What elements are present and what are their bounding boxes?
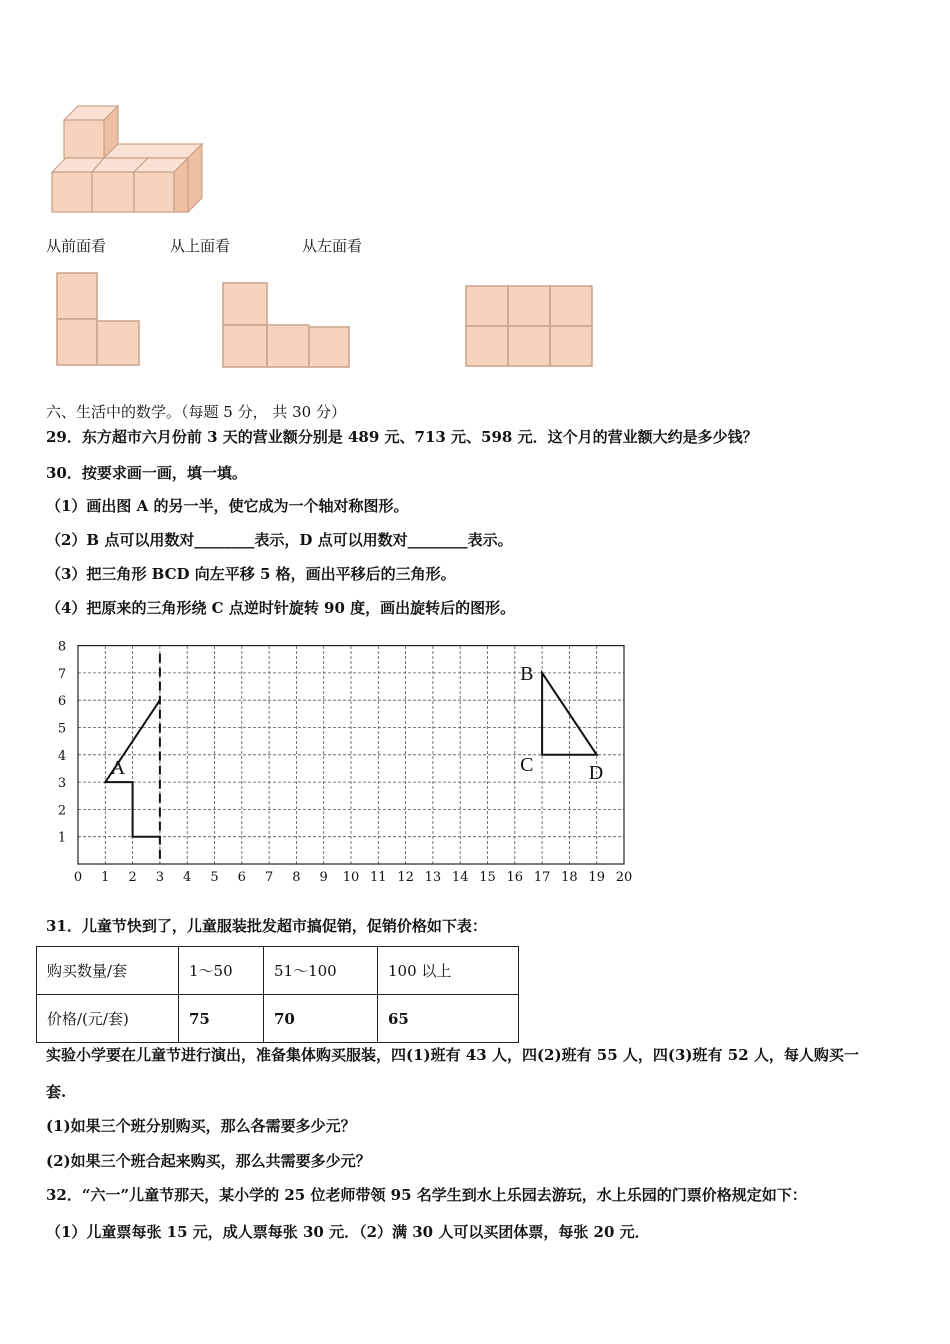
q30-part4: （4）把原来的三角形绕 C 点逆时针旋转 90 度，画出旋转后的图形。 (46, 599, 516, 617)
x-tick-label: 18 (561, 870, 578, 885)
x-tick-label: 15 (479, 870, 496, 885)
table-cell: 51～100 (264, 947, 378, 995)
x-tick-label: 16 (506, 870, 524, 885)
view-front-figure (56, 272, 146, 368)
y-tick-label: 5 (57, 721, 67, 737)
q29-text: 29．东方超市六月份前 3 天的营业额分别是 489 元、713 元、598 元．这个月的营业额大约是多少钱？ (46, 428, 758, 446)
table-row (37, 995, 519, 1043)
x-tick-label: 11 (370, 870, 387, 885)
x-tick-label: 19 (588, 870, 605, 885)
q31-text-1: 实验小学要在儿童节进行演出，准备集体购买服装，四(1)班有 43 人，四(2)班有 55 人，四(3)班有 52 人，每人购买一 (46, 1046, 859, 1064)
shape-a-label: A (110, 756, 126, 779)
y-tick-label: 4 (57, 748, 67, 764)
price-table (36, 946, 519, 1043)
x-tick-label: 0 (73, 870, 83, 885)
q31-title: 31．儿童节快到了，儿童服装批发超市搞促销，促销价格如下表： (46, 917, 487, 935)
x-tick-label: 9 (319, 870, 328, 885)
q31-text-2: 套. (46, 1083, 67, 1101)
q30-title: 30．按要求画一画，填一填。 (46, 464, 247, 482)
y-tick-label: 1 (57, 830, 67, 846)
x-tick-label: 20 (615, 870, 633, 885)
x-tick-label: 2 (128, 870, 137, 885)
view-left-figure (465, 285, 595, 369)
view-label-left: 从左面看 (302, 237, 363, 255)
x-tick-label: 4 (183, 870, 192, 885)
x-tick-label: 12 (397, 870, 414, 885)
x-tick-label: 3 (155, 870, 165, 885)
q31-sub2: (2)如果三个班合起来购买，那么共需要多少元？ (46, 1152, 371, 1170)
x-tick-label: 10 (342, 870, 360, 885)
table-cell: 购买数量/套 (37, 947, 179, 995)
table-cell: 价格/(元/套) (37, 995, 179, 1043)
view-label-top: 从上面看 (170, 237, 231, 255)
q30-part2: （2）B 点可以用数对________表示，D 点可以用数对________表示。 (46, 531, 513, 549)
cube-front-2 (92, 172, 134, 212)
y-tick-label: 6 (57, 694, 67, 710)
x-tick-label: 5 (210, 870, 219, 885)
point-b-label: B (520, 662, 534, 685)
point-c-label: C (520, 753, 534, 776)
table-cell: 70 (264, 995, 378, 1043)
view-top-figure (222, 282, 352, 368)
coordinate-grid (50, 634, 640, 888)
point-d-label: D (588, 761, 604, 784)
table-cell: 1～50 (179, 947, 264, 995)
table-cell: 65 (378, 995, 519, 1043)
y-tick-label: 2 (57, 803, 67, 819)
x-tick-label: 13 (424, 870, 442, 885)
q31-sub1: (1)如果三个班分别购买，那么各需要多少元？ (46, 1117, 356, 1135)
y-tick-label: 7 (57, 666, 67, 682)
cube-top-left (64, 106, 118, 158)
view-label-front: 从前面看 (46, 237, 107, 255)
x-tick-label: 14 (451, 870, 469, 885)
q32-line: （1）儿童票每张 15 元，成人票每张 30 元．（2）满 30 人可以买团体票，每张 20 元． (46, 1223, 650, 1241)
q30-part1: （1）画出图 A 的另一半，使它成为一个轴对称图形。 (46, 497, 409, 515)
cube-front-3 (134, 172, 174, 212)
x-tick-label: 8 (292, 870, 301, 885)
section6-title: 六、生活中的数学。（每题 5 分， 共 30 分） (46, 403, 346, 421)
x-tick-label: 6 (237, 870, 246, 885)
q30-part3: （3）把三角形 BCD 向左平移 5 格，画出平移后的三角形。 (46, 565, 456, 583)
table-row (37, 947, 519, 995)
x-tick-label: 17 (533, 870, 551, 885)
q32-title: 32．“六一”儿童节那天，某小学的 25 位老师带领 95 名学生到水上乐园去游玩，水上乐园的门票价格规定如下： (46, 1186, 807, 1204)
table-cell: 100 以上 (378, 947, 519, 995)
x-tick-label: 7 (264, 870, 274, 885)
y-tick-label: 3 (57, 776, 67, 792)
cube-front-1 (52, 172, 92, 212)
cube-stack-figure (48, 100, 208, 218)
x-tick-label: 1 (101, 870, 110, 885)
table-cell: 75 (179, 995, 264, 1043)
y-tick-label: 8 (57, 639, 67, 655)
